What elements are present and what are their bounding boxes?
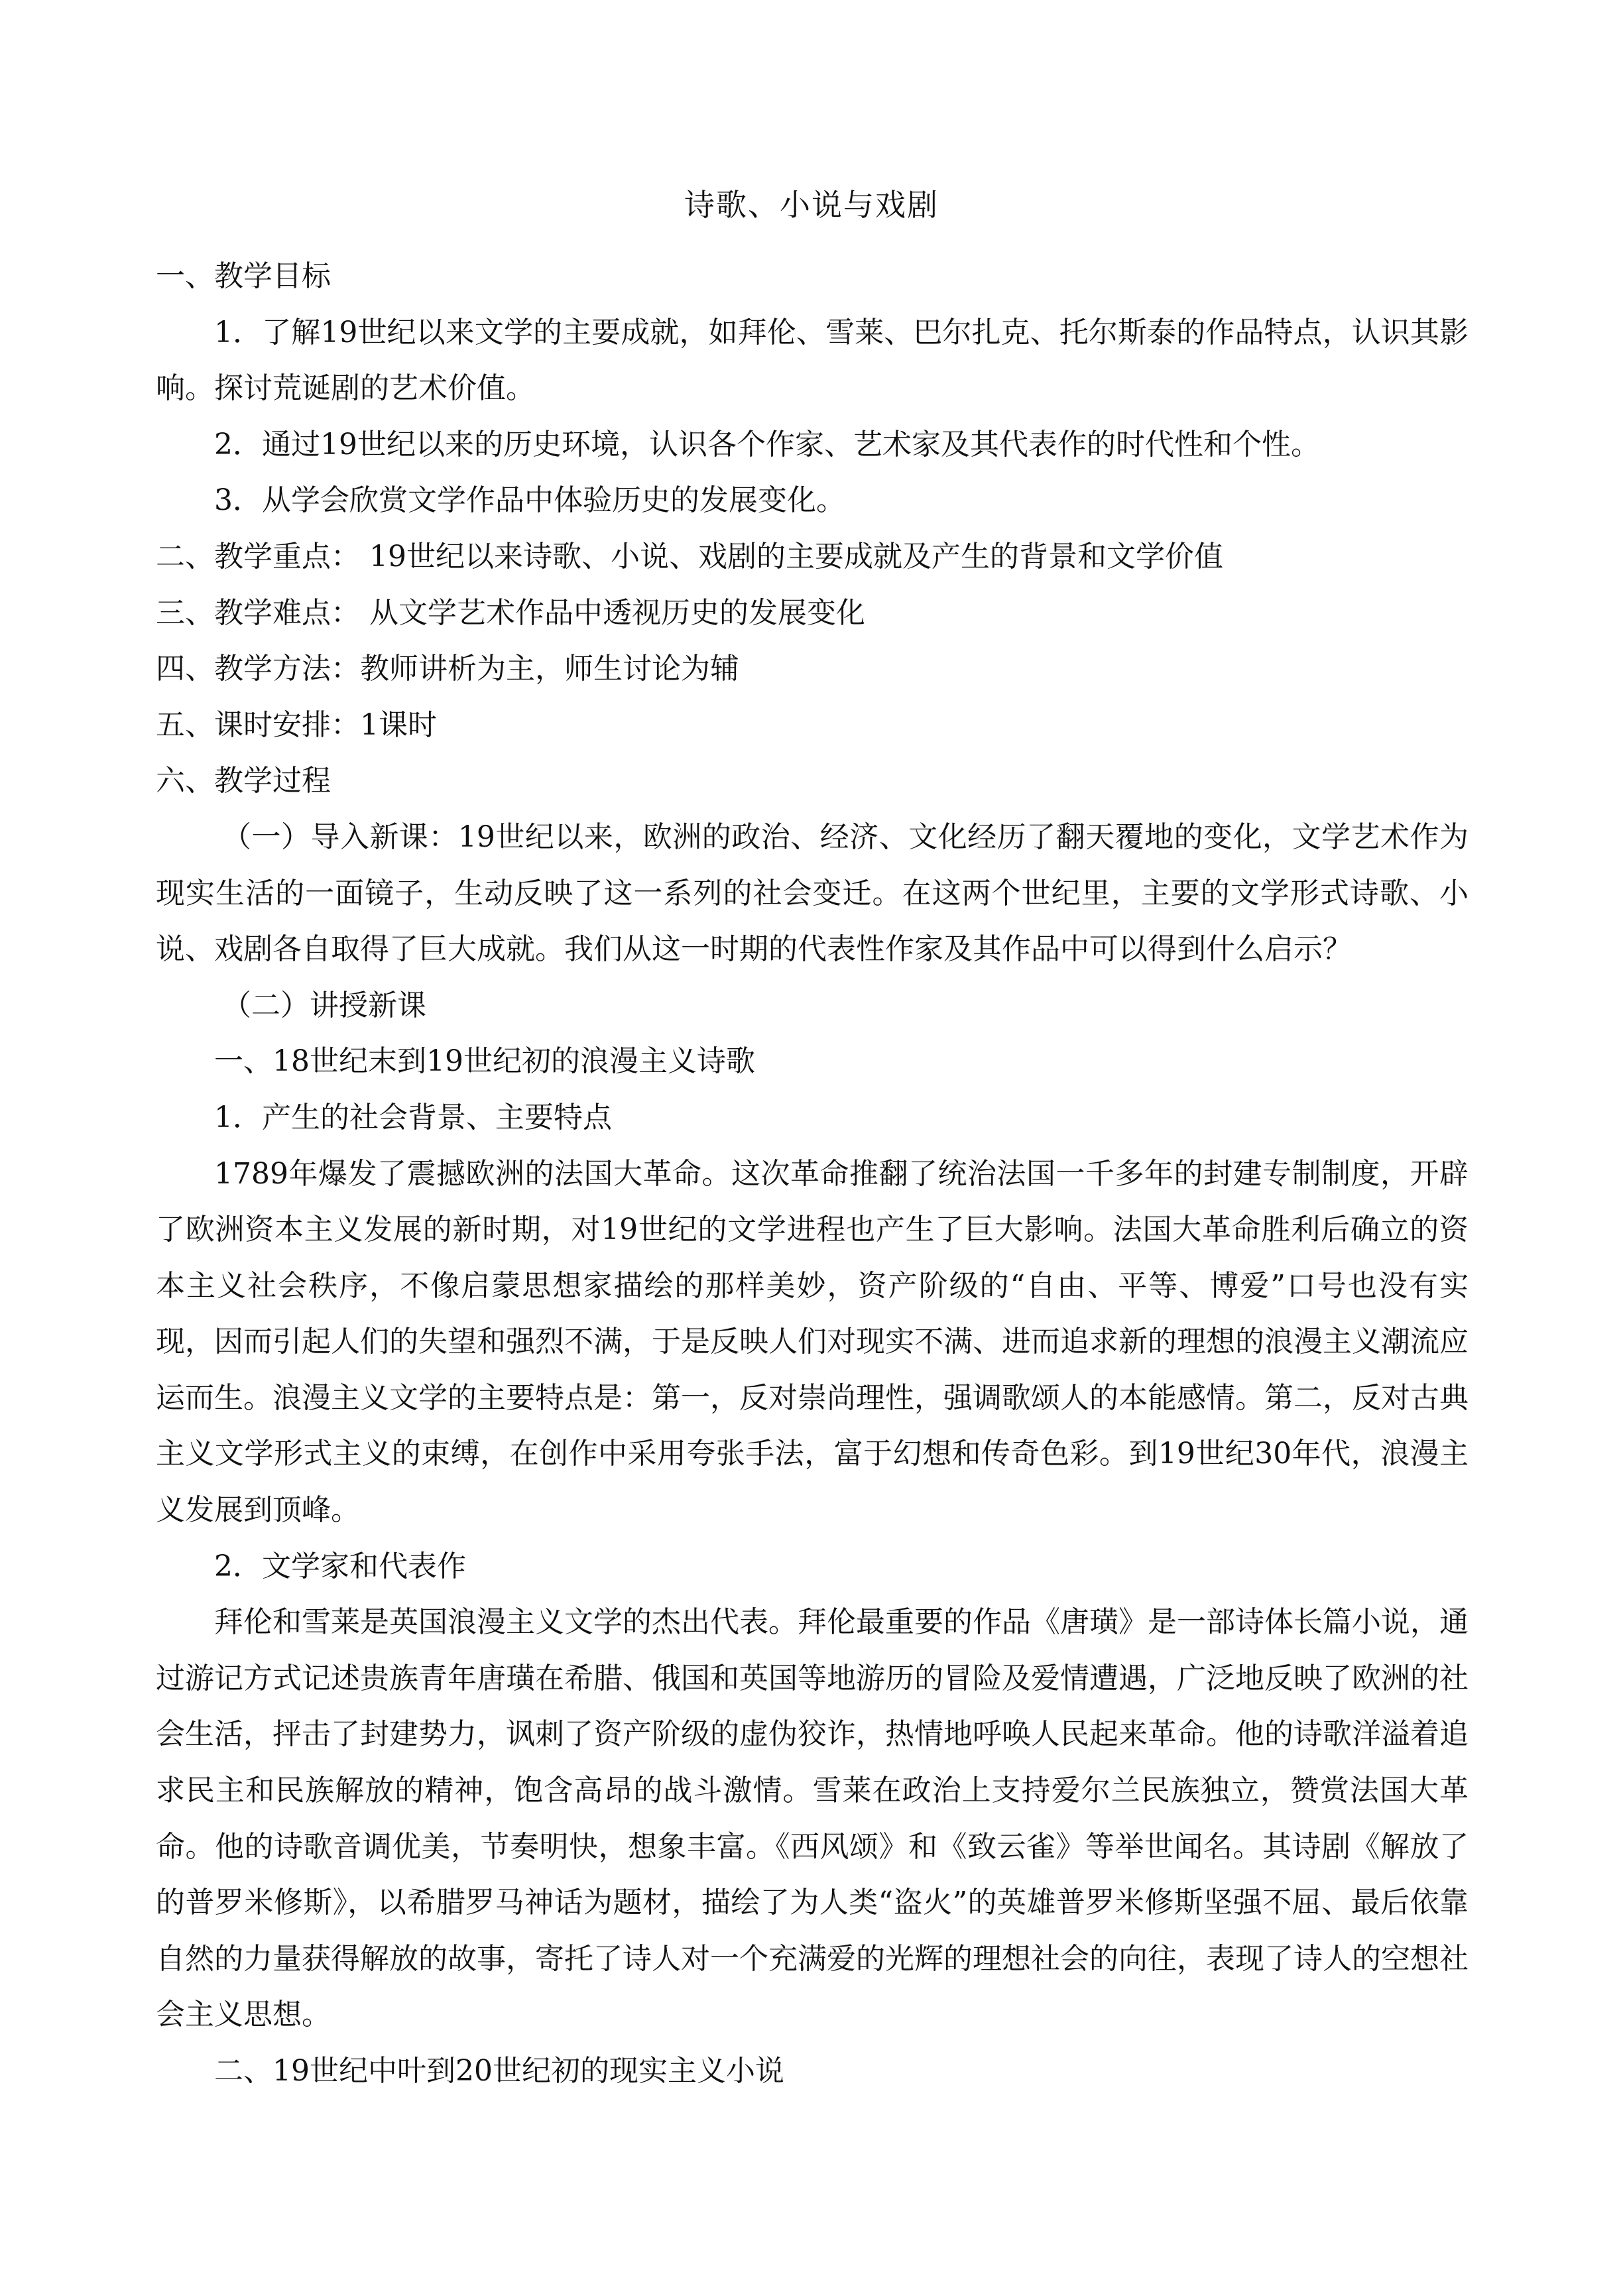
section-heading-methods: 四、教学方法：教师讲析为主，师生讨论为辅 (156, 652, 739, 686)
part1-heading: 一、18世纪末到19世纪初的浪漫主义诗歌 (214, 1044, 755, 1079)
part1-paragraph-2: 拜伦和雪莱是英国浪漫主义文学的杰出代表。拜伦最重要的作品《唐璜》是一部诗体长篇小说，通过游记方式记述贵族青年唐璜在希腊、俄国和英国等地游历的冒险及爱情遭遇，广泛地反映了欧洲的社会生活，抨击了封建势力，讽刺了资产阶级的虚伪狡诈，热情地呼唤人民起来革命。他的诗歌洋溢着追求民主和民族解放的精神，饱含高昂的战斗激情。雪莱在政治上支持爱尔兰民族独立，赞赏法国大革命。他的诗歌音调优美，节奏明快，想象丰富。《西风颂》和《致云雀》等举世闻名。其诗剧《解放了的普罗米修斯》，以希腊罗马神话为题材，描绘了为人类“盗火”的英雄普罗米修斯坚强不屈、最后依靠自然的力量获得解放的故事，寄托了诗人对一个充满爱的光辉的理想社会的向往，表现了诗人的空想社会主义思想。 (156, 1605, 1469, 2032)
section-heading-schedule: 五、课时安排：1课时 (156, 707, 437, 742)
part1-paragraph-1: 1789年爆发了震撼欧洲的法国大革命。这次革命推翻了统治法国一千多年的封建专制制度，开辟了欧洲资本主义发展的新时期，对19世纪的文学进程也产生了巨大影响。法国大革命胜利后确立的资本主义社会秩序，不像启蒙思想家描绘的那样美妙，资产阶级的“自由、平等、博爱”口号也没有实现，因而引起人们的失望和强烈不满，于是反映人们对现实不满、进而追求新的理想的浪漫主义潮流应运而生。浪漫主义文学的主要特点是：第一，反对崇尚理性，强调歌颂人的本能感情。第二，反对古典主义文学形式主义的束缚，在创作中采用夸张手法，富于幻想和传奇色彩。到19世纪30年代，浪漫主义发展到顶峰。 (156, 1156, 1469, 1528)
objective-item-1: 1．了解19世纪以来文学的主要成就，如拜伦、雪莱、巴尔扎克、托尔斯泰的作品特点，认识其影响。探讨荒诞剧的艺术价值。 (156, 315, 1469, 406)
objective-item-2: 2．通过19世纪以来的历史环境，认识各个作家、艺术家及其代表作的时代性和个性。 (214, 427, 1320, 461)
section-heading-key-points: 二、教学重点： 19世纪以来诗歌、小说、戏剧的主要成就及产生的背景和文学价值 (156, 539, 1223, 574)
objective-item-3: 3．从学会欣赏文学作品中体验历史的发展变化。 (214, 483, 845, 518)
new-lesson-heading: （二）讲授新课 (222, 988, 426, 1022)
part1-subheading-2: 2．文学家和代表作 (214, 1549, 466, 1583)
part1-subheading-1: 1．产生的社会背景、主要特点 (214, 1100, 612, 1134)
section-heading-objectives: 一、教学目标 (156, 259, 331, 293)
section-heading-process: 六、教学过程 (156, 764, 331, 798)
intro-paragraph: （一）导入新课：19世纪以来，欧洲的政治、经济、文化经历了翻天覆地的变化，文学艺术作为现实生活的一面镜子，生动反映了这一系列的社会变迁。在这两个世纪里，主要的文学形式诗歌、小说、戏剧各自取得了巨大成就。我们从这一时期的代表性作家及其作品中可以得到什么启示？ (156, 819, 1469, 967)
document-body (156, 249, 1469, 2100)
part2-heading: 二、19世纪中叶到20世纪初的现实主义小说 (214, 2054, 784, 2088)
section-heading-difficulties: 三、教学难点： 从文学艺术作品中透视历史的发展变化 (156, 595, 865, 630)
document-title: 诗歌、小说与戏剧 (684, 187, 939, 223)
